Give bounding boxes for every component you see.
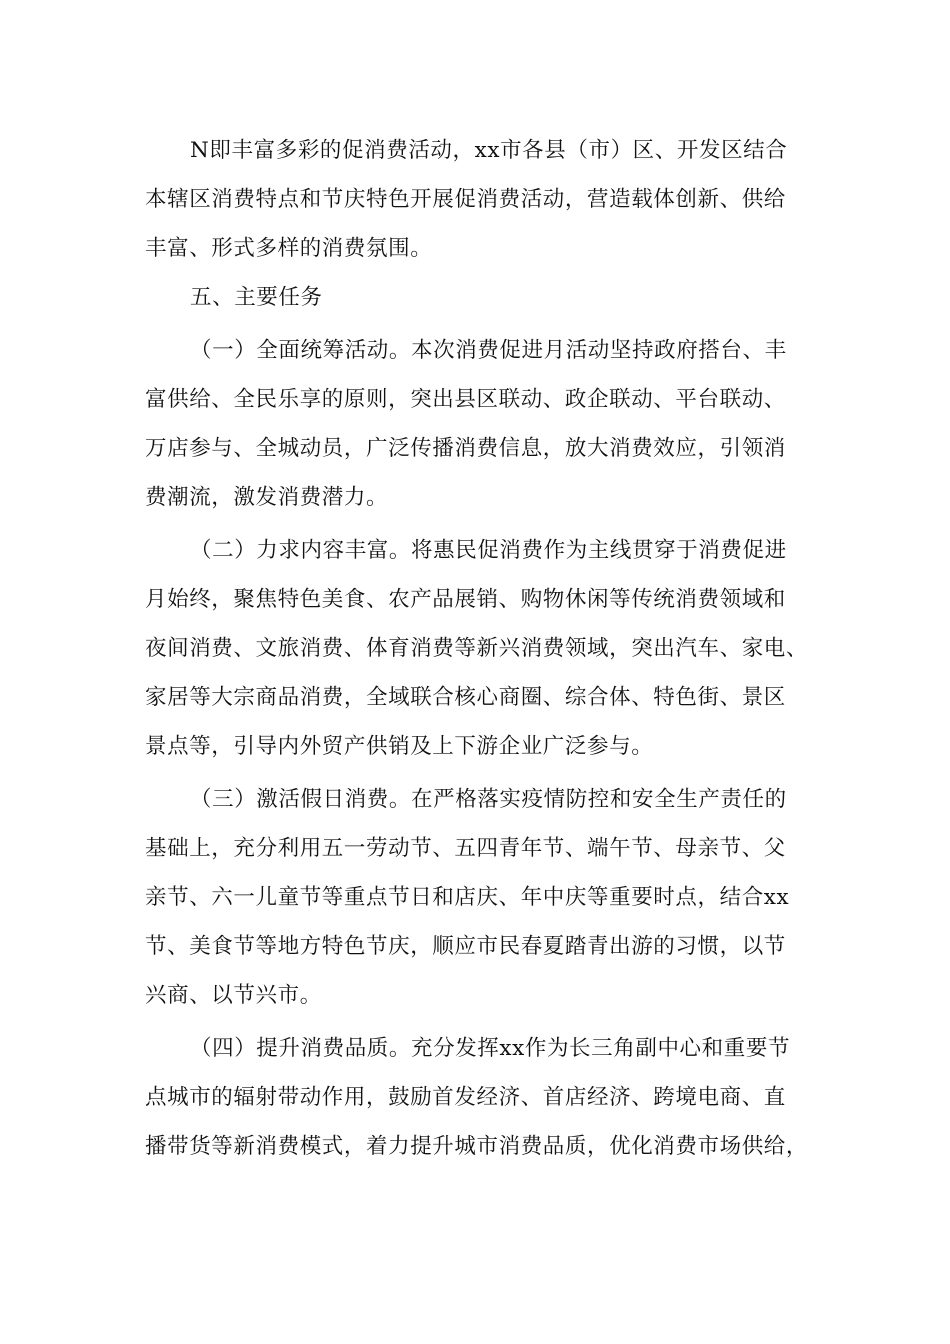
- text-line: 播带货等新消费模式，着力提升城市消费品质，优化消费市场供给，: [145, 1134, 809, 1159]
- text-line: 富供给、全民乐享的原则，突出县区联动、政企联动、平台联动、: [145, 387, 786, 412]
- text-line: 家居等大宗商品消费，全域联合核心商圈、综合体、特色街、景区: [145, 685, 786, 710]
- text-line: 基础上，充分利用五一劳动节、五四青年节、端午节、母亲节、父: [145, 836, 786, 861]
- text-line: 节、美食节等地方特色节庆，顺应市民春夏踏青出游的习惯，以节: [145, 934, 786, 959]
- text-line: （二）力求内容丰富。将惠民促消费作为主线贯穿于消费促进: [190, 538, 787, 563]
- text-line: 亲节、六一儿童节等重点节日和店庆、年中庆等重要时点，结合xx: [145, 885, 790, 910]
- text-line: 月始终，聚焦特色美食、农产品展销、购物休闲等传统消费领域和: [145, 587, 786, 612]
- text-line: 点城市的辐射带动作用，鼓励首发经济、首店经济、跨境电商、直: [145, 1085, 786, 1110]
- text-line: （四）提升消费品质。充分发挥xx作为长三角副中心和重要节: [190, 1036, 791, 1061]
- text-line: 万店参与、全城动员，广泛传播消费信息，放大消费效应，引领消: [145, 436, 786, 461]
- text-line: 丰富、形式多样的消费氛围。: [145, 236, 433, 261]
- text-line: N即丰富多彩的促消费活动，xx市各县（市）区、开发区结合: [190, 138, 788, 163]
- section-heading: 五、主要任务: [190, 285, 323, 310]
- text-line: 兴商、以节兴市。: [145, 983, 322, 1008]
- text-line: （一）全面统筹活动。本次消费促进月活动坚持政府搭台、丰: [190, 338, 787, 363]
- text-line: 本辖区消费特点和节庆特色开展促消费活动，营造载体创新、供给: [145, 187, 786, 212]
- text-line: 费潮流，激发消费潜力。: [145, 485, 389, 510]
- text-line: （三）激活假日消费。在严格落实疫情防控和安全生产责任的: [190, 787, 787, 812]
- text-line: 夜间消费、文旅消费、体育消费等新兴消费领域，突出汽车、家电、: [145, 636, 809, 661]
- text-line: 景点等，引导内外贸产供销及上下游企业广泛参与。: [145, 734, 654, 759]
